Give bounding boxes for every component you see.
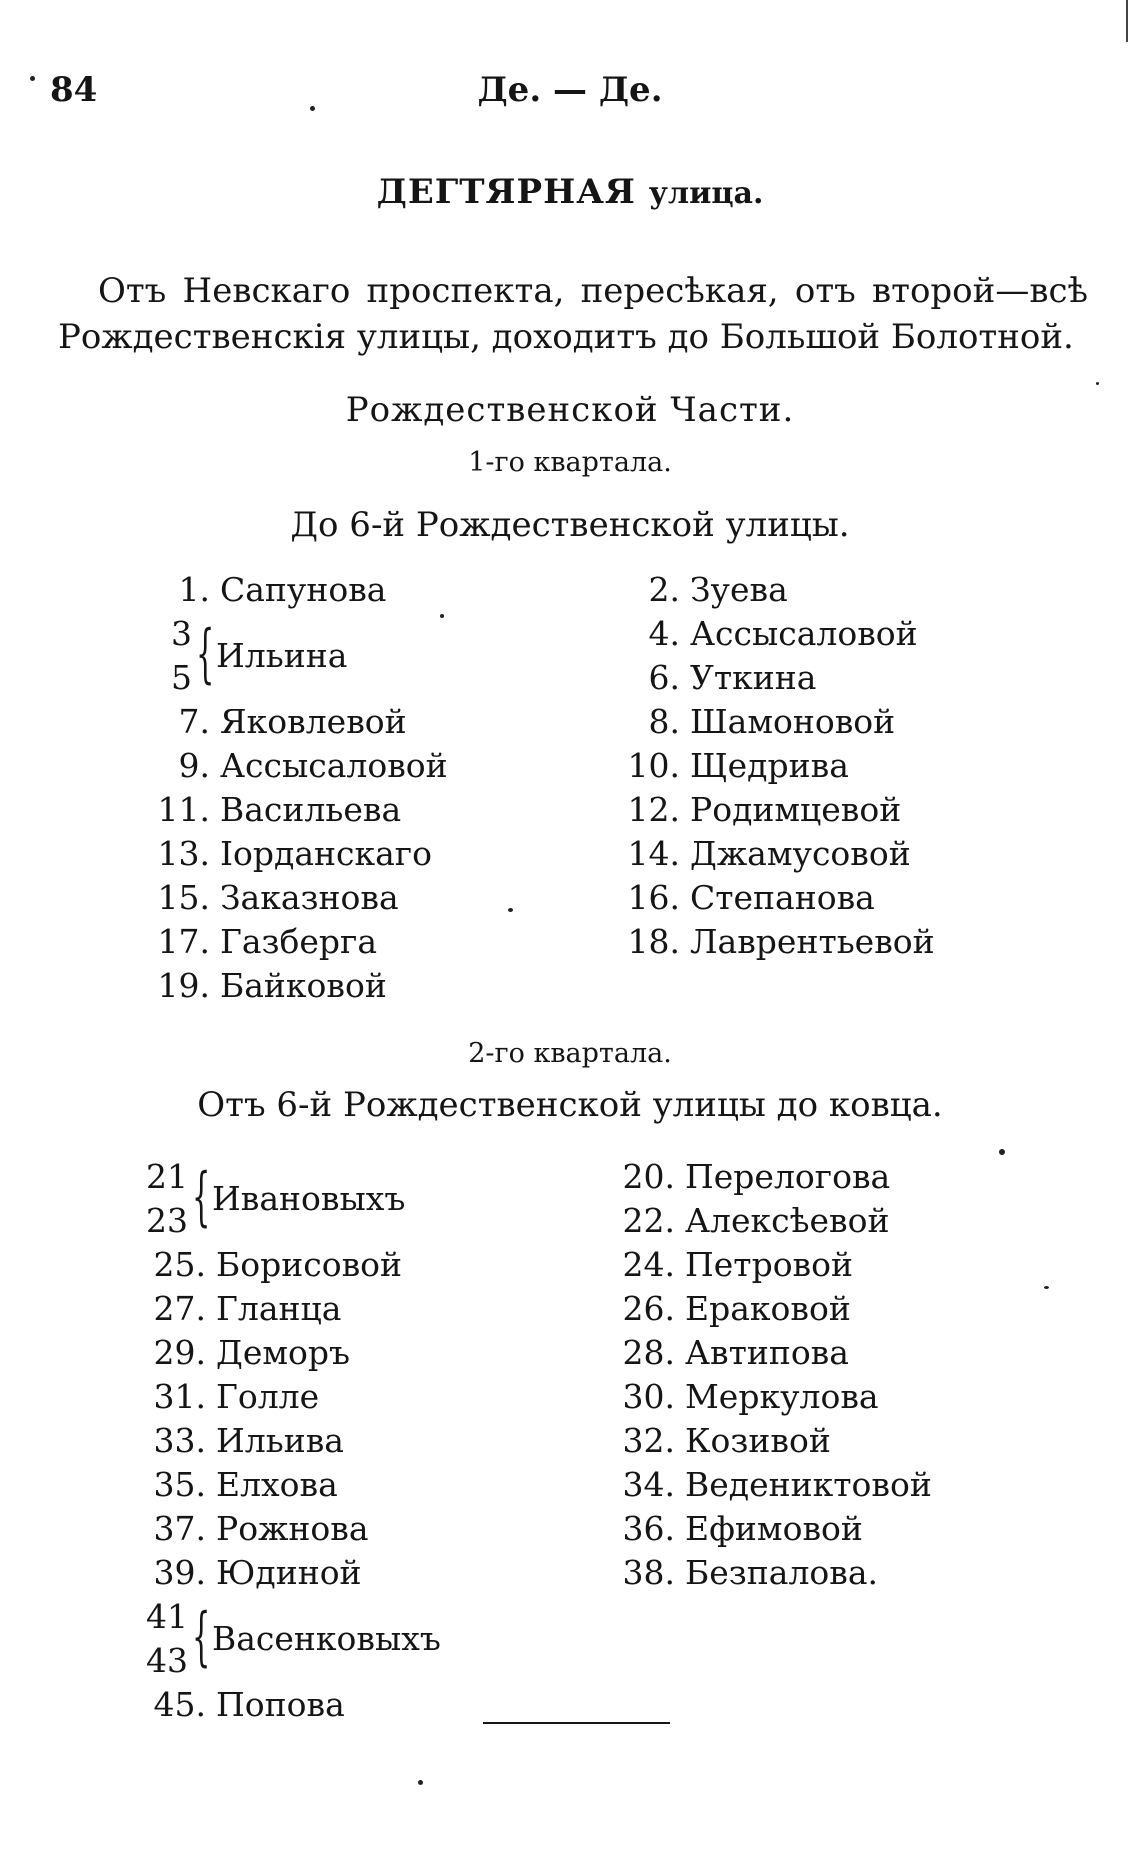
- quarter2-left-column: [140, 1155, 441, 1727]
- print-speck: [508, 908, 513, 912]
- house-number: 3: [171, 614, 192, 653]
- house-number: 6.: [648, 658, 680, 697]
- house-number: 7.: [178, 702, 210, 741]
- owner-name: Зуева: [690, 570, 788, 609]
- house-number: 31.: [153, 1377, 206, 1416]
- house-number: 21: [146, 1157, 188, 1196]
- quarter1-right-column: [610, 568, 935, 964]
- house-number: 39.: [153, 1553, 206, 1592]
- print-speck: [440, 614, 444, 618]
- address-row: [610, 568, 935, 612]
- address-row: [610, 832, 935, 876]
- address-row: [605, 1199, 932, 1243]
- owner-name: Байковой: [220, 966, 387, 1005]
- running-title: Де. — Де.: [477, 70, 663, 110]
- owner-name: Юдиной: [216, 1553, 362, 1592]
- street-title-main: ДЕГТЯРНАЯ: [376, 172, 636, 212]
- address-row: [605, 1551, 932, 1595]
- address-row: [605, 1375, 932, 1419]
- owner-name: Ераковой: [685, 1289, 851, 1328]
- address-group: [150, 612, 448, 700]
- quarter2-label: 2-го квартала.: [468, 1038, 672, 1069]
- house-number: 4.: [648, 614, 680, 653]
- end-rule: [483, 1722, 670, 1724]
- address-row: [150, 964, 448, 1008]
- owner-name: Уткина: [690, 658, 817, 697]
- owner-name: Елхова: [216, 1465, 338, 1504]
- house-number: 15.: [157, 878, 210, 917]
- owner-name: Васенковыхъ: [212, 1619, 441, 1658]
- house-number: 41: [146, 1597, 188, 1636]
- owner-name: Шамоновой: [690, 702, 896, 741]
- owner-name: Васильева: [220, 790, 402, 829]
- house-number: 35.: [153, 1465, 206, 1504]
- quarter1-left-column: [150, 568, 448, 1008]
- house-number: 10.: [627, 746, 680, 785]
- owner-name: Безпалова.: [685, 1553, 879, 1592]
- owner-name: Гланца: [216, 1289, 342, 1328]
- address-row: [140, 1463, 402, 1507]
- owner-name: Газберга: [220, 922, 378, 961]
- house-number: 29.: [153, 1333, 206, 1372]
- house-number: 11.: [157, 790, 210, 829]
- owner-name: Лаврентьевой: [690, 922, 935, 961]
- address-row: [610, 788, 935, 832]
- quarter2-range: Отъ 6-й Рождественской улицы до ковца.: [197, 1085, 943, 1125]
- address-row: [150, 920, 448, 964]
- owner-name: Ивановыхъ: [212, 1179, 406, 1218]
- address-row: [610, 612, 935, 656]
- address-row: [150, 788, 448, 832]
- owner-name: Щедрива: [690, 746, 849, 785]
- quarter1-label: 1-го квартала.: [468, 447, 672, 478]
- house-number: 1.: [178, 570, 210, 609]
- address-row: [605, 1419, 932, 1463]
- house-number: 8.: [648, 702, 680, 741]
- print-speck: [30, 76, 35, 81]
- address-row: [150, 568, 448, 612]
- house-number: 23: [146, 1201, 188, 1240]
- house-number: 37.: [153, 1509, 206, 1548]
- owner-name: Петровой: [685, 1245, 853, 1284]
- address-row: [150, 876, 448, 920]
- owner-name: Ефимовой: [685, 1509, 863, 1548]
- owner-name: Яковлевой: [220, 702, 407, 741]
- address-row: [140, 1419, 402, 1463]
- owner-name: Алексѣевой: [685, 1201, 890, 1240]
- house-number: 12.: [627, 790, 680, 829]
- house-number: 45.: [153, 1685, 206, 1724]
- house-number: 13.: [157, 834, 210, 873]
- house-number: 20.: [622, 1157, 675, 1196]
- address-row: [140, 1243, 402, 1287]
- print-speck: [1044, 1286, 1049, 1289]
- address-row: [150, 700, 448, 744]
- address-row: [605, 1331, 932, 1375]
- address-row: [150, 744, 448, 788]
- owner-name: Автипова: [685, 1333, 849, 1372]
- owner-name: Ведениктовой: [685, 1465, 932, 1504]
- owner-name: Ассысаловой: [690, 614, 918, 653]
- owner-name: Попова: [216, 1685, 345, 1724]
- house-number: 36.: [622, 1509, 675, 1548]
- house-number: 26.: [622, 1289, 675, 1328]
- house-number: 17.: [157, 922, 210, 961]
- owner-name: Ильина: [216, 636, 348, 675]
- address-row: [605, 1463, 932, 1507]
- house-number: 14.: [627, 834, 680, 873]
- owner-name: Степанова: [690, 878, 875, 917]
- house-number: 18.: [627, 922, 680, 961]
- street-title-sub: улица.: [648, 176, 764, 211]
- curly-brace: {: [192, 1160, 211, 1234]
- owner-name: Козивой: [685, 1421, 831, 1460]
- address-row: [605, 1287, 932, 1331]
- house-number: 2.: [648, 570, 680, 609]
- house-number: 25.: [153, 1245, 206, 1284]
- house-number: 19.: [157, 966, 210, 1005]
- address-row: [605, 1507, 932, 1551]
- page-edge-mark: [1126, 0, 1128, 42]
- part-heading: Рождественской Части.: [345, 390, 795, 430]
- page-number: 84: [50, 70, 98, 110]
- address-row: [140, 1551, 402, 1595]
- owner-name: Сапунова: [220, 570, 387, 609]
- curly-brace: {: [192, 1600, 211, 1674]
- house-number: 28.: [622, 1333, 675, 1372]
- house-number: 30.: [622, 1377, 675, 1416]
- owner-name: Ассысаловой: [220, 746, 448, 785]
- owner-name: Деморъ: [216, 1333, 351, 1372]
- address-row: [140, 1287, 402, 1331]
- print-speck: [1096, 382, 1099, 385]
- owner-name: Ильива: [216, 1421, 344, 1460]
- owner-name: Борисовой: [216, 1245, 403, 1284]
- address-group: [140, 1595, 441, 1683]
- address-row: [610, 700, 935, 744]
- house-number: 24.: [622, 1245, 675, 1284]
- address-row: [140, 1683, 402, 1727]
- curly-brace: {: [196, 617, 215, 691]
- house-number: 27.: [153, 1289, 206, 1328]
- owner-name: Меркулова: [685, 1377, 879, 1416]
- address-row: [150, 832, 448, 876]
- owner-name: Рожнова: [216, 1509, 369, 1548]
- house-number: 38.: [622, 1553, 675, 1592]
- quarter1-range: До 6-й Рождественской улицы.: [290, 505, 850, 545]
- quarter2-right-column: [605, 1155, 932, 1595]
- street-title: [0, 172, 1140, 212]
- house-number: 34.: [622, 1465, 675, 1504]
- owner-name: Іорданскаго: [220, 834, 432, 873]
- address-row: [610, 920, 935, 964]
- owner-name: Джамусовой: [690, 834, 911, 873]
- house-number: 9.: [178, 746, 210, 785]
- address-group: [140, 1155, 406, 1243]
- print-speck: [310, 106, 315, 111]
- address-row: [140, 1331, 402, 1375]
- print-speck: [418, 1780, 423, 1785]
- address-row: [610, 876, 935, 920]
- address-row: [610, 744, 935, 788]
- owner-name: Голле: [216, 1377, 320, 1416]
- house-number: 43: [146, 1641, 188, 1680]
- house-number: 16.: [627, 878, 680, 917]
- owner-name: Перелогова: [685, 1157, 891, 1196]
- address-row: [140, 1507, 402, 1551]
- owner-name: Заказнова: [220, 878, 399, 917]
- house-number: 33.: [153, 1421, 206, 1460]
- owner-name: Родимцевой: [690, 790, 902, 829]
- address-row: [605, 1243, 932, 1287]
- house-number: 22.: [622, 1201, 675, 1240]
- house-number: 32.: [622, 1421, 675, 1460]
- address-row: [605, 1155, 932, 1199]
- address-row: [610, 656, 935, 700]
- street-description: Отъ Невскаго проспекта, пересѣкая, отъ второй—всѣ Рождественскія улицы, доходитъ до Большой Болотной.: [58, 271, 1088, 357]
- address-row: [140, 1375, 402, 1419]
- print-speck: [999, 1149, 1005, 1155]
- house-number: 5: [171, 658, 192, 697]
